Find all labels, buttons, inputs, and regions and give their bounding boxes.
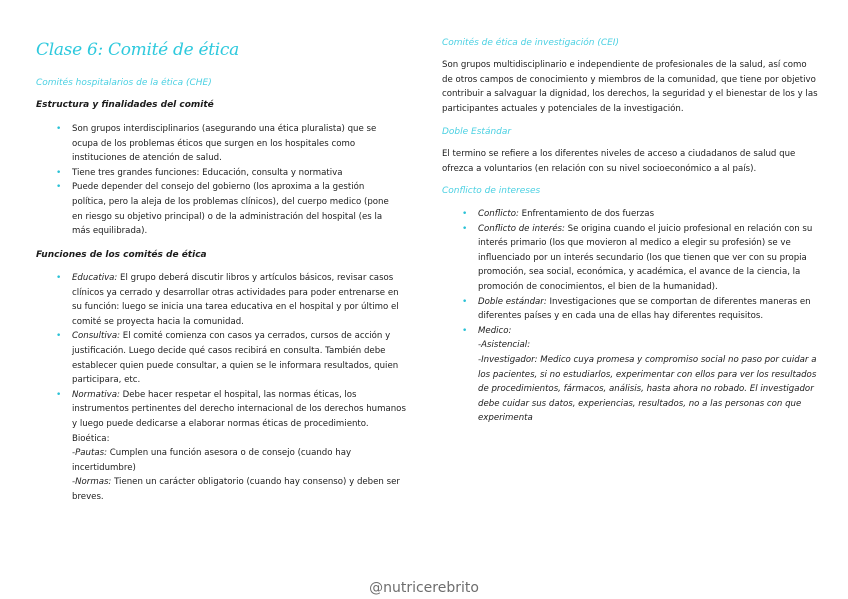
functions-heading: Funciones de los comités de ética (36, 250, 207, 260)
footer-handle: @nutricerebrito (369, 580, 479, 596)
page-title: Clase 6: Comité de ética (36, 40, 239, 60)
bullet-icon: • (462, 209, 468, 219)
bullet-icon: • (462, 296, 468, 307)
normas-line: -Normas: Tienen un carácter obligatorio (cuando hay consenso) y deben ser breves. (72, 477, 400, 502)
bullet-icon: • (56, 331, 62, 342)
list-item: • Educativa: El grupo deberá discutir libros y artículos básicos, revisar casos clínicos ya cerrado y desarrollar otras actividades para poder entrenarse en su función: luego se inicia una tarea educativa en el hospital y por último el comité se proyecta hacia la comunidad. (56, 273, 399, 327)
list-item: • Consultiva: El comité comienza con casos ya cerrados, cursos de acción y justificación. Luego decide qué casos recibirá en consulta. También debe establecer quien puede consultar, a quien se le informara resultados, quien participara, etc. (56, 331, 399, 386)
cei-section-title: Comités de ética de investigación (CEI) (442, 38, 619, 48)
bullet-icon: • (462, 325, 468, 336)
bullet-icon: • (462, 223, 468, 234)
bullet-icon: • (56, 124, 62, 134)
list-item: • Conflicto: Enfrentamiento de dos fuerzas (478, 207, 818, 222)
list-item: • Medico: -Asistencial: -Investigador: Medico cuya promesa y compromiso social no paso por cuidar a los pacientes, si no estudiarlos, experimentar con ellos para ver los resultados de procedimientos, fármacos, análisis, hasta ahora no robado. El investigador debe cuidar sus datos, experiencias, resultados, no a las personas con que experimenta (478, 324, 818, 426)
investigador-line: -Investigador: Medico cuya promesa y compromiso social no paso por cuidar a los pacientes, si no estudiarlos, experimentar con ellos para ver los resultados de procedimientos, fármacos, análisis, hasta ahora no robado. El investigador debe cuidar sus datos, experiencias, resultados, no a las personas con que experimenta (478, 354, 817, 424)
list-item: • Son grupos interdisciplinarios (asegurando una ética pluralista) que se ocupa de los problemas éticos que surgen en los hospitales como instituciones de atención de salud. (56, 124, 377, 164)
list-item: • Normativa: Debe hacer respetar el hospital, las normas éticas, los instrumentos pertinentes del derecho internacional de los derechos humanos y luego puede dedicarse a elaborar normas éticas de procedimiento. Bioética: -Pautas: Cumplen una función asesora o de consejo (cuando hay incertidumbre) -Normas: Tienen un carácter obligatorio (cuando hay consenso) y deben ser breves. (72, 388, 406, 505)
list-item: • Doble estándar: Investigaciones que se comportan de diferentes maneras en diferentes países y en cada una de ellas hay diferentes requisitos. (462, 296, 811, 322)
pautas-line: -Pautas: Cumplen una función asesora o de consejo (cuando hay incertidumbre) (72, 448, 352, 473)
conflicto-section-title: Conflicto de intereses (442, 186, 541, 196)
bullet-icon: • (56, 182, 62, 193)
cei-paragraph: Son grupos multidisciplinario e independiente de profesionales de la salud, así como de otros campos de conocimiento y miembros de la comunidad, que tiene por objetivo contribuir a salvaguar la dignidad, los derechos, la seguridad y el bienestar de los y las participantes actuales y potenciales de la investigación. (442, 60, 818, 114)
doble-paragraph: El termino se refiere a los diferentes niveles de acceso a ciudadanos de salud que ofrezca a voluntarios (en relación con su nivel socioeconómico a al país). (442, 149, 796, 174)
bullet-icon: • (56, 167, 62, 178)
doble-section-title: Doble Estándar (442, 127, 512, 137)
functions-list (56, 271, 406, 505)
structure-list (56, 122, 390, 239)
list-item: • Conflicto de interés: Se origina cuando el juicio profesional en relación con su interés primario (los que movieron al medico a elegir su profesión) se ve influenciado por un interés secundario (los que tienen que ver con su propia promoción, sea social, económica, y académica, el avance de la ciencia, la promoción de conocimientos, el bien de la humanidad). (462, 223, 813, 292)
bullet-icon: • (56, 273, 62, 283)
bullet-icon: • (56, 389, 62, 400)
che-section-title: Comités hospitalarios de la ética (CHE) (36, 78, 212, 88)
structure-heading: Estructura y finalidades del comité (36, 100, 214, 110)
list-item: • Puede depender del consejo del gobierno (los aproxima a la gestión política, pero la aleja de los problemas clínicos), del cuerpo medico (pone en riesgo su objetivo principal) o de la administración del hospital (es la más equilibrada). (56, 182, 389, 237)
asistencial-line: -Asistencial: (478, 340, 531, 351)
conflicto-list (462, 207, 818, 426)
list-item: • Tiene tres grandes funciones: Educación, consulta y normativa (72, 166, 390, 181)
